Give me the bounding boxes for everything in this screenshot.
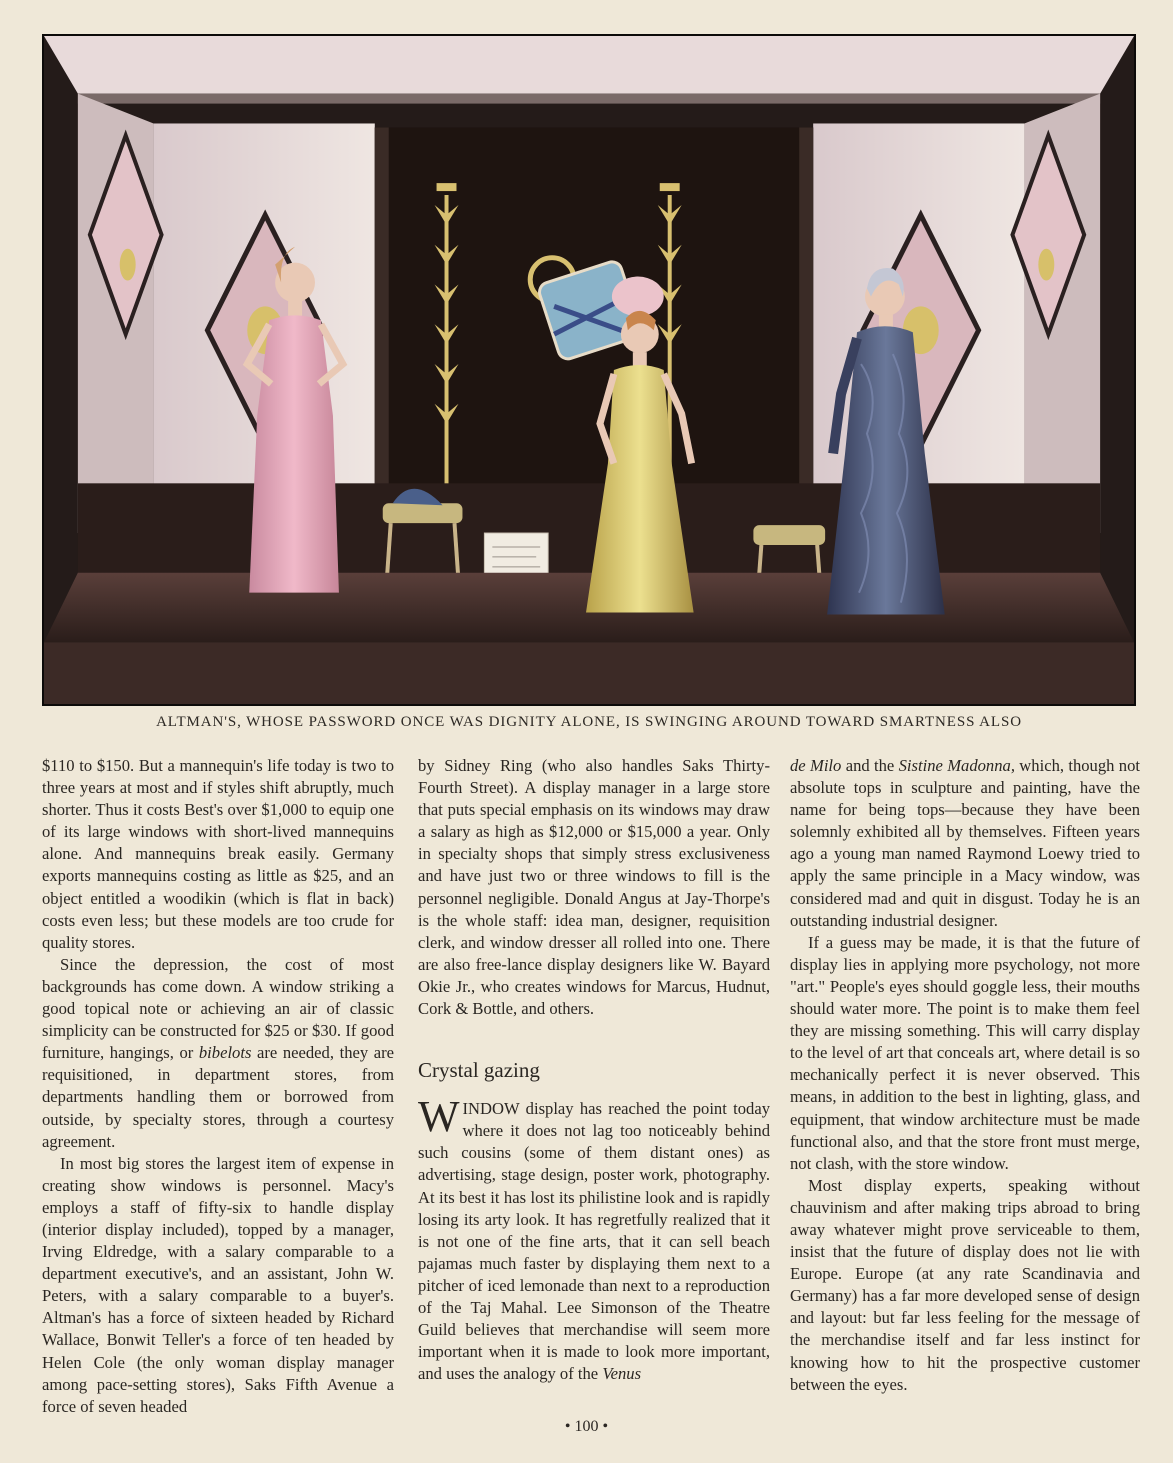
window-display-illustration xyxy=(44,36,1134,704)
photo-caption: ALTMAN'S, WHOSE PASSWORD ONCE WAS DIGNITY ALONE, IS SWINGING AROUND TOWARD SMARTNESS ALSO xyxy=(156,714,1022,730)
page-number: • 100 • xyxy=(564,1418,609,1435)
paragraph: Since the depression, the cost of most backgrounds has come down. A window striking a good topical note or achieving an air of classic simplicity can be constructed for $25 or $30. If good furniture, hangings, or bibelots are needed, they are requisitioned, in department stores, from departments handling them or borrowed from outside, by specialty stores, through a courtesy agreement. xyxy=(42,954,394,1151)
section-heading: Crystal gazing xyxy=(418,1058,540,1083)
paragraph: WINDOW display has reached the point today where it does not lag too noticeably behind such cousins (some of them distant ones) as advertising, stage design, poster work, photography. At its best it has lost its philistine look and is rapidly losing its arty look. It has regretfully realized that it is not one of the fine arts, that it can sell beach pajamas much faster by displaying them next to a pitcher of iced lemonade than next to a reproduction of the Taj Mahal. Lee Simonson of the Theatre Guild believes that merchandise will seem more important when it is made to look more important, and uses the analogy of the Venus xyxy=(418,1092,770,1384)
paragraph: by Sidney Ring (who also handles Saks Thirty-Fourth Street). A display manager in a large store that puts special emphasis on its windows may draw a salary as high as $12,000 or $15,000 a year. Only in specialty shops that simply stress exclusiveness and have just two or three windows to fill is the personnel negligible. Donald Angus at Jay-Thorpe's is the whole staff: idea man, designer, requisition clerk, and window dresser all rolled into one. There are also free-lance display designers like W. Bayard Okie Jr., who creates windows for Marcus, Hudnut, Cork & Bottle, and others. xyxy=(418,756,770,1019)
paragraph: In most big stores the largest item of expense in creating show windows is personnel. Macy's employs a staff of fifty-six to handle display (interior display included), topped by a manager, Irving Eldredge, with a salary comparable to a department executive's, and an assistant, John W. Peters, with a salary comparable to a buyer's. Altman's has a force of sixteen headed by Richard Wallace, Bonwit Teller's a force of ten headed by Helen Cole (the only woman display manager among pace-setting stores), Saks Fifth Avenue a force of seven headed xyxy=(42,1153,394,1416)
column-3 xyxy=(790,755,1140,1396)
column-2 xyxy=(418,755,770,1385)
paragraph: If a guess may be made, it is that the future of display lies in applying more psychology, not more "art." People's eyes should goggle less, their mouths should water more. The point is to make them feel they are missing something. This will carry display to the level of art that conceals art, where detail is so mechanically perfect it is never observed. This means, in addition to the best in lighting, glass, and equipment, that window architecture must be made functional also, and that the store front must merge, not clash, with the store window. xyxy=(790,932,1140,1173)
paragraph: $110 to $150. But a mannequin's life today is two to three years at most and if styles shift abruptly, much shorter. Thus it costs Best's over $1,000 to equip one of its large windows with short-lived mannequins alone. And mannequins break easily. Germany exports mannequins costing as little as $25, and an object entitled a woodikin (which is flat in back) costs even less; but these models are too crude for quality stores. xyxy=(42,756,394,952)
window-display-photo xyxy=(42,34,1136,706)
column-1 xyxy=(42,755,394,1418)
paragraph: de Milo and the Sistine Madonna, which, though not absolute tops in sculpture and painting, have the name for being tops—because they have been solemnly exhibited all by themselves. Fifteen years ago a young man named Raymond Loewy tried to apply the same principle in a Macy window, was considered mad and quit in disgust. Today he is an outstanding industrial designer. xyxy=(790,756,1140,930)
paragraph: Most display experts, speaking without chauvinism and after making trips abroad to bring away whatever might prove serviceable to them, insist that the future of display does not lie with Europe. Europe (at any rate Scandinavia and Germany) has a far more developed sense of design and layout: but far less feeling for the message of the merchandise itself and far less instinct for knowing how to hit the prospective customer between the eyes. xyxy=(790,1175,1140,1394)
drop-cap: W xyxy=(418,1092,460,1142)
